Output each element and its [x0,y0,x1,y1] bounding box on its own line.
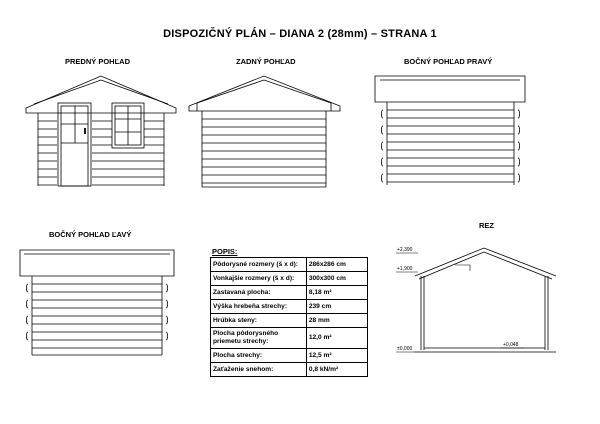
rear-elevation [189,76,340,187]
section-drawing [396,248,556,352]
table-row [211,286,368,300]
level-base: ±0,000 [397,346,413,352]
front-elevation [26,76,176,186]
table-row [211,272,368,286]
spec-value: 286x286 cm [306,258,367,272]
spec-label: Plocha strechy: [211,349,307,363]
spec-label: Zaťaženie snehom: [211,363,307,377]
table-row [211,314,368,328]
front-view-label: PREDNÝ POHĽAD [65,57,131,66]
side-right-elevation [375,76,525,185]
spec-label: Vonkajšie rozmery (š x d): [211,272,307,286]
spec-label: Pôdorysné rozmery (š x d): [211,258,307,272]
spec-value: 8,18 m² [306,286,367,300]
table-row [211,300,368,314]
spec-value: 300x300 cm [306,272,367,286]
spec-value: 239 cm [306,300,367,314]
level-floor: +0,048 [503,342,519,348]
level-eave: +1,900 [397,266,413,272]
spec-label: Zastavaná plocha: [211,286,307,300]
spec-heading: POPIS: [212,247,238,256]
table-row [211,328,368,349]
table-row [211,258,368,272]
spec-label: Hrúbka steny: [211,314,307,328]
page-title: DISPOZIČNÝ PLÁN – DIANA 2 (28mm) – STRANA 1 [163,28,437,40]
spec-value: 28 mm [306,314,367,328]
side-left-view-label: BOČNÝ POHĽAD ĽAVÝ [49,230,132,239]
spec-label: Výška hrebeňa strechy: [211,300,307,314]
table-row [211,349,368,363]
section-view-label: REZ [479,221,494,230]
spec-table [210,257,368,377]
table-row [211,363,368,377]
spec-value: 12,0 m² [306,328,367,349]
rear-view-label: ZADNÝ POHĽAD [236,57,296,66]
spec-value: 0,8 kN/m² [306,363,367,377]
spec-value: 12,5 m² [306,349,367,363]
side-left-elevation [20,250,174,355]
spec-label: Plocha pôdorysného priemetu strechy: [211,328,307,349]
side-right-view-label: BOČNÝ POHĽAD PRAVÝ [404,57,493,66]
level-ridge: +2,390 [397,247,413,253]
